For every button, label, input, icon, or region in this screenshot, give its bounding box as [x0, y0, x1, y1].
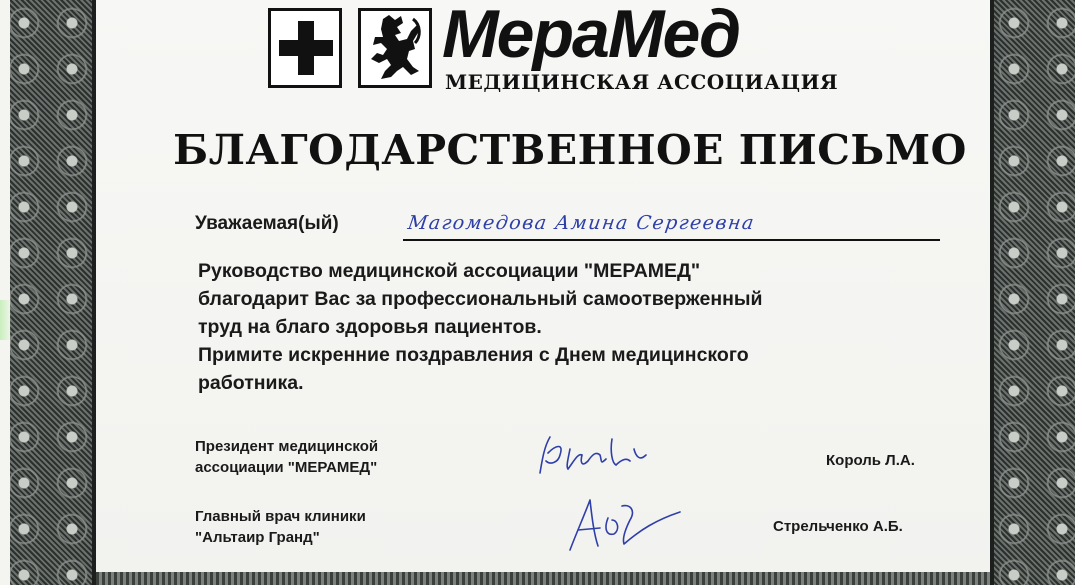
brand-name: МераМед [442, 0, 740, 72]
role-line: ассоциации "МЕРАМЕД" [195, 459, 378, 476]
role-line: Президент медицинской [195, 438, 379, 455]
ornamental-border-left [0, 0, 96, 585]
medical-cross-icon [268, 8, 342, 88]
role-line: Главный врач клиники [195, 508, 366, 525]
signatory-name-president: Король Л.А. [826, 452, 915, 469]
body-line: работника. [198, 372, 304, 394]
scan-edge [0, 0, 10, 585]
signatory-name-chief-doctor: Стрельченко А.Б. [773, 518, 903, 535]
recipient-name-handwritten: Магомедова Амина Сергеевна [406, 212, 757, 234]
signature-president [530, 425, 670, 485]
scan-edge-tint [0, 300, 12, 340]
letter-body [198, 257, 958, 397]
salutation-label: Уважаемая(ый) [195, 213, 339, 234]
recipient-underline [403, 239, 940, 241]
body-line: труд на благо здоровья пациентов. [198, 316, 542, 338]
body-line: благодарит Вас за профессиональный самоотверженный [198, 288, 763, 310]
heraldic-lion-icon [358, 8, 432, 88]
role-line: "Альтаир Гранд" [195, 529, 320, 546]
ornamental-border-right [990, 0, 1075, 585]
signature-chief-doctor [560, 490, 690, 560]
body-line: Руководство медицинской ассоциации "МЕРАМЕД" [198, 260, 701, 282]
ornamental-border-bottom [96, 572, 990, 585]
brand-subtitle: МЕДИЦИНСКАЯ АССОЦИАЦИЯ [445, 70, 839, 94]
signatory-role-president [195, 436, 378, 478]
body-line: Примите искренние поздравления с Днем медицинского [198, 344, 749, 366]
document-title: БЛАГОДАРСТВЕННОЕ ПИСЬМО [173, 126, 967, 174]
signatory-role-chief-doctor [195, 506, 366, 548]
